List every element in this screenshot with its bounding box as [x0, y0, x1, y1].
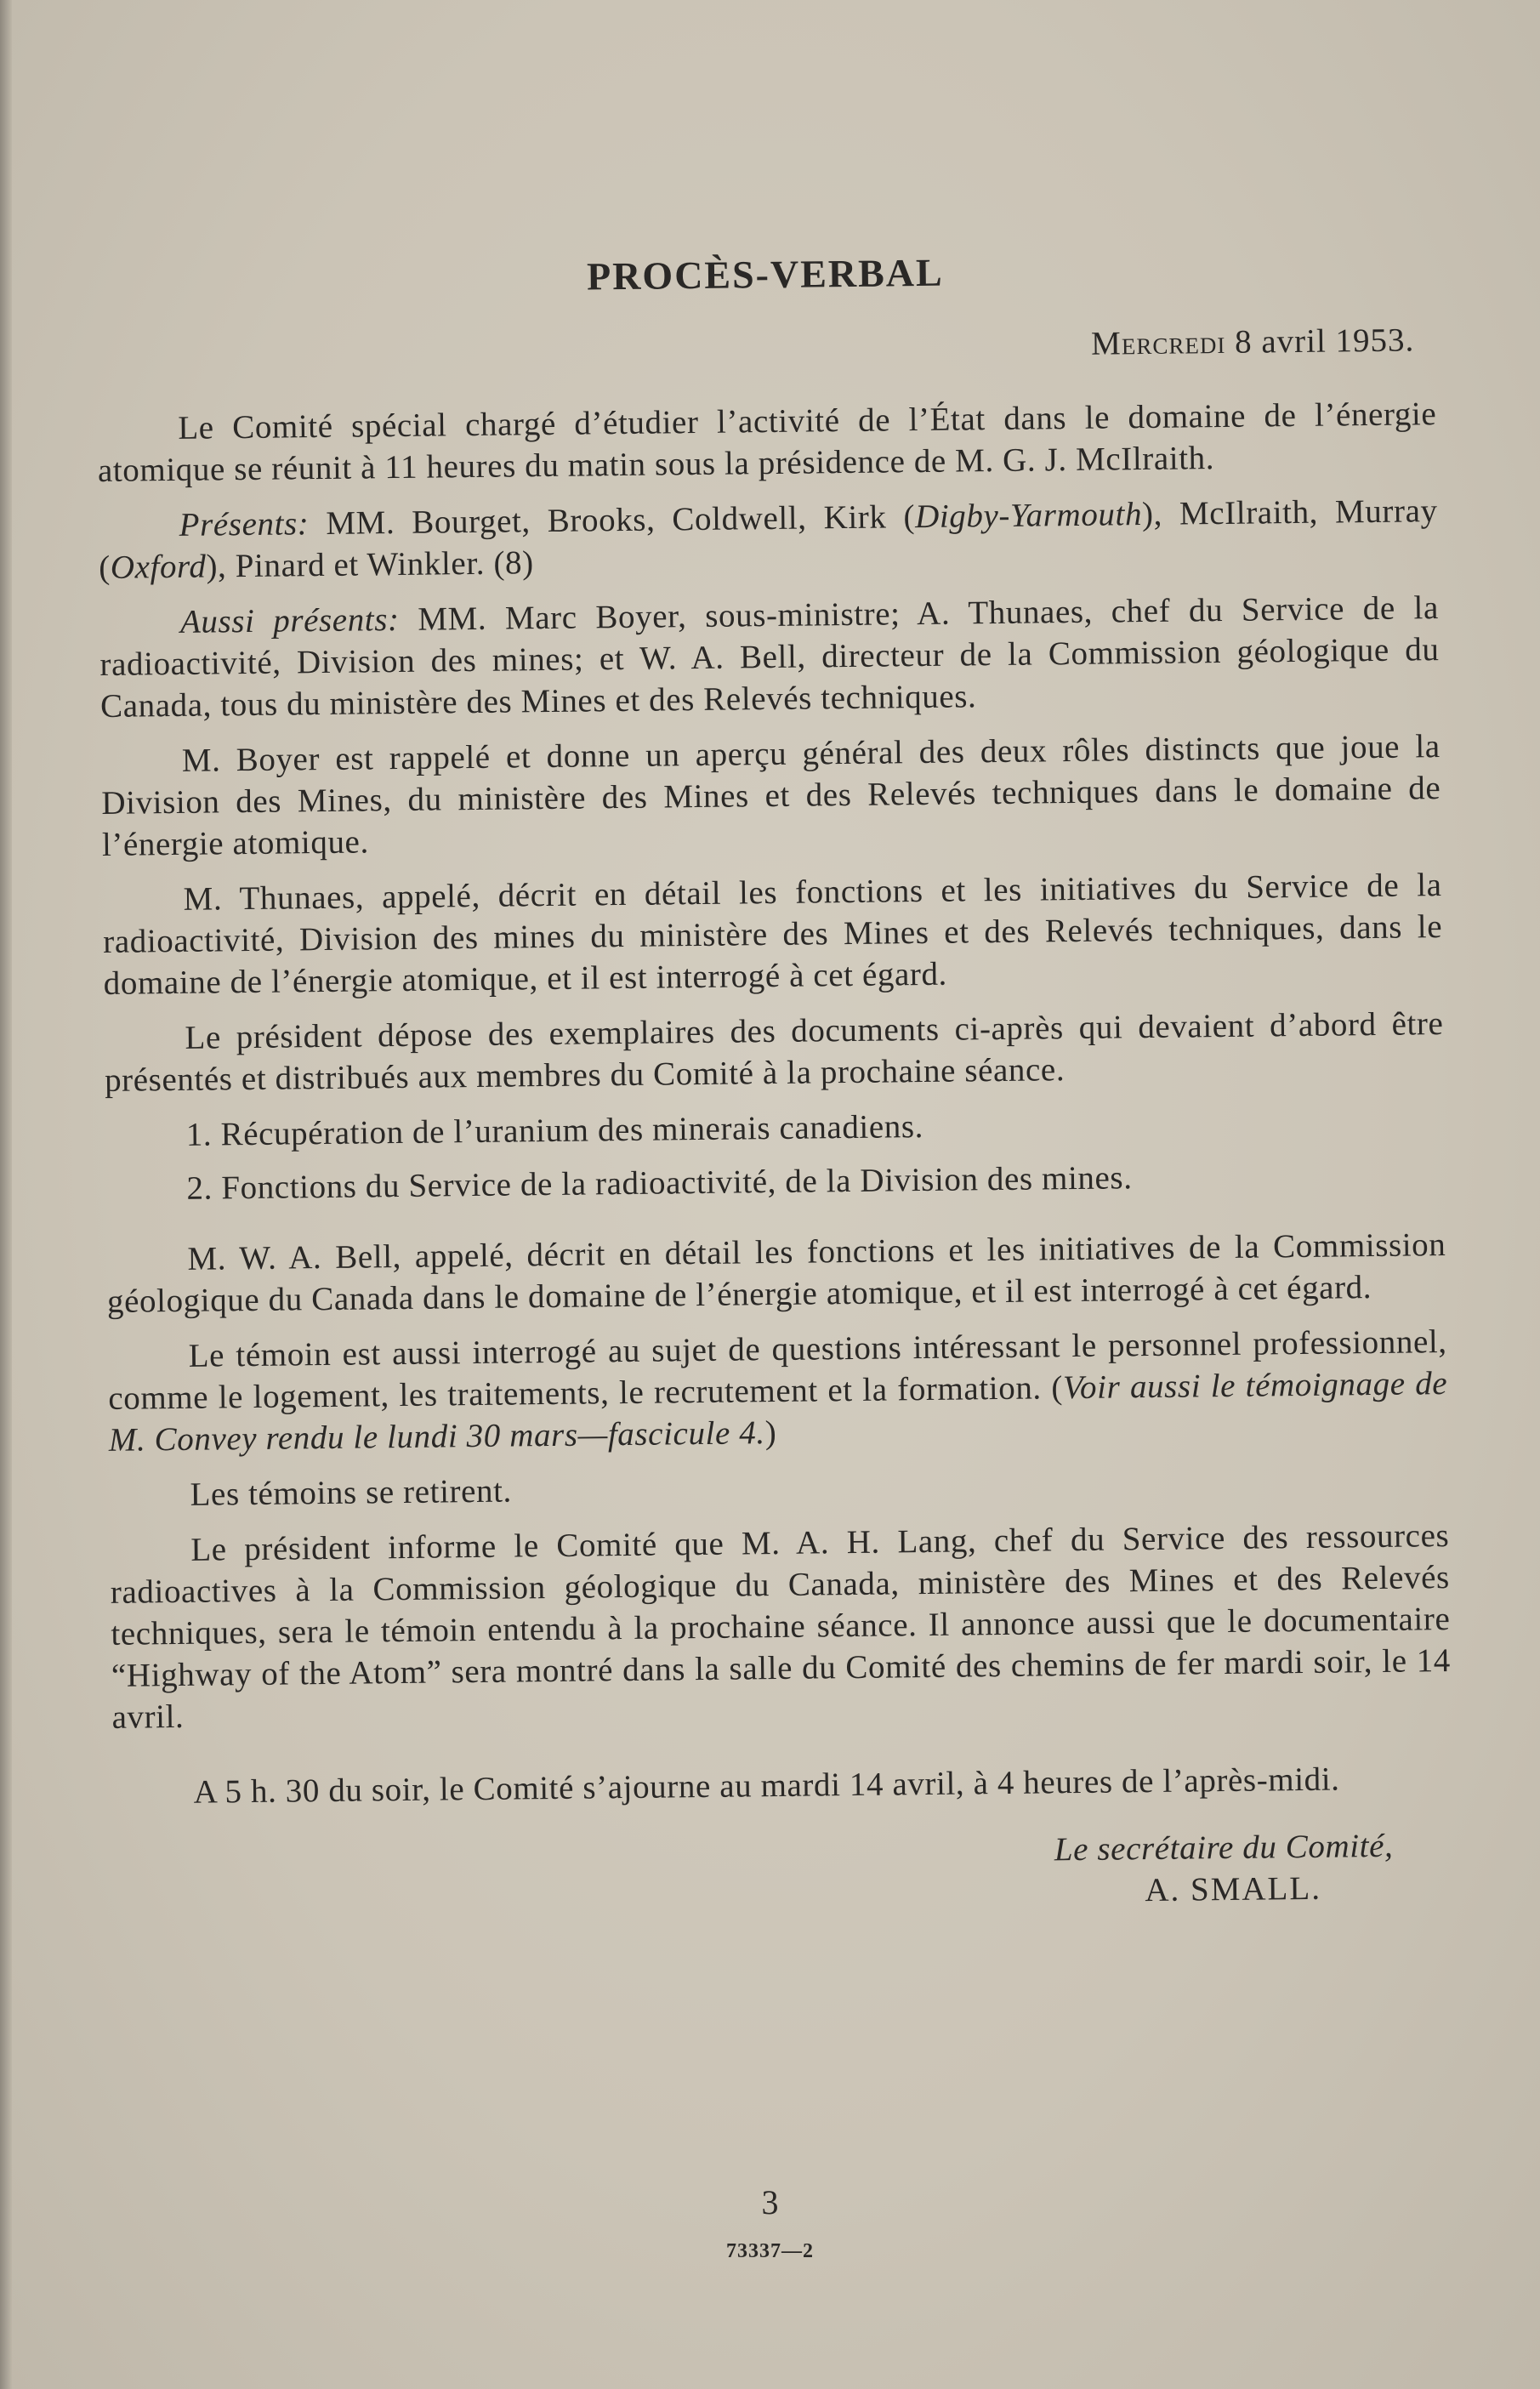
document-title: PROCÈS-VERBAL: [586, 250, 944, 299]
presents-riding: Digby-Yarmouth: [914, 496, 1143, 536]
date-weekday: Mercredi: [1090, 323, 1226, 362]
temoin-text: Le témoin est aussi interrogé au sujet de questions intéressant le personnel professionnel, comme le logement, les traitements, le recrutement et la formation. (: [108, 1323, 1447, 1417]
paragraph-retirent: Les témoins se retirent.: [190, 1472, 513, 1513]
presents-text: MM. Bourget, Brooks, Coldwell, Kirk (: [309, 498, 916, 543]
paragraph-boyer: M. Boyer est rappelé et donne un aperçu général des deux rôles distincts que joue la Division des Mines, du ministère des Mines et des Relevés techniques dans le domaine de l’énergie atomique.: [101, 728, 1441, 863]
temoin-close: ): [764, 1414, 777, 1452]
page-binding-edge: [0, 0, 12, 2389]
paragraph-bell: M. W. A. Bell, appelé, décrit en détail les fonctions et les initiatives de la Commission géologique du Canada dans le domaine de l’énergie atomique, et il est interrogé à cet égard.: [106, 1226, 1446, 1320]
signature-name: A. SMALL.: [1145, 1869, 1322, 1909]
temoin-reference: Voir aussi le témoignage de M. Convey rendu le lundi 30 mars—fascicule 4.: [108, 1365, 1448, 1459]
list-item: 2. Fonctions du Service de la radioactivité, de la Division des mines.: [186, 1159, 1133, 1207]
aussi-label: Aussi présents:: [179, 600, 400, 640]
paragraph-temoin: [107, 1321, 1448, 1461]
presents-riding: Oxford: [110, 548, 207, 586]
paragraph-aussi-presents: [99, 587, 1441, 727]
presents-label: Présents:: [179, 505, 310, 543]
document-body: [97, 393, 1453, 1923]
paragraph-opening: Le Comité spécial chargé d’étudier l’activité de l’État dans le domaine de l’énergie atomique se réunit à 11 heures du matin sous la présidence de M. G. J. McIlraith.: [97, 395, 1437, 489]
paragraph-ajourne: A 5 h. 30 du soir, le Comité s’ajourne au mardi 14 avril, à 4 heures de l’après-midi.: [193, 1760, 1340, 1811]
paragraph-thunaes: M. Thunaes, appelé, décrit en détail les fonctions et les initiatives du Service de la radioactivité, Division des mines du ministère des Mines et des Relevés techniques, dans le domaine de l’énergie atomique, et il est interrogé à cet égard.: [102, 867, 1443, 1002]
page-number: 3: [761, 2183, 779, 2221]
paragraph-presents: [98, 490, 1438, 589]
presents-text: ), Pinard et Winkler. (8): [206, 544, 534, 585]
print-code: 73337—2: [726, 2240, 814, 2262]
aussi-text: MM. Marc Boyer, sous-ministre; A. Thunaes, chef du Service de la radioactivité, Division des mines; et W. A. Bell, directeur de la Commission géologique du Canada, tous du ministère des Mines et des Relevés techniques.: [99, 589, 1440, 725]
date-rest: 8 avril 1953.: [1225, 321, 1415, 361]
signature-block: [113, 1824, 1453, 1923]
signature-title: Le secrétaire du Comité,: [1054, 1827, 1394, 1869]
document-date: [1091, 321, 1415, 362]
presents-text: ), McIlraith, Murray (: [98, 492, 1438, 586]
paragraph-depose: Le président dépose des exemplaires des documents ci-après qui devaient d’abord être présentés et distribués aux membres du Comité à la prochaine séance.: [104, 1005, 1444, 1099]
list-item: 1. Récupération de l’uranium des minerais canadiens.: [185, 1108, 924, 1153]
paragraph-lang: Le président informe le Comité que M. A. H. Lang, chef du Service des ressources radioactives à la Commission géologique du Canada, ministère des Mines et des Relevés techniques, sera le témoin entendu à la prochaine séance. Il annonce aussi que le documentaire “Highway of the Atom” sera montré dans la salle du Comité des chemins de fer mardi soir, le 14 avril.: [110, 1517, 1452, 1736]
